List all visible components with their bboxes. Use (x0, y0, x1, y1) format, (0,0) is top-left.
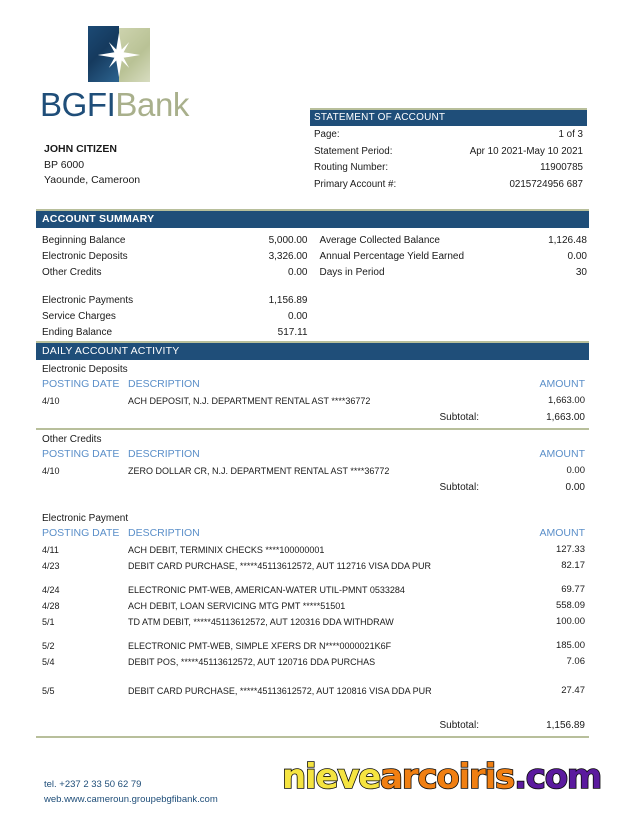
column-header-posting-date: POSTING DATE (42, 448, 120, 460)
subtotal-amount: 1,663.00 (546, 412, 585, 423)
summary-value: 5,000.00 (268, 235, 308, 246)
txn-date: 4/11 (42, 545, 59, 555)
summary-value: 0.00 (288, 267, 308, 278)
subtotal-amount: 1,156.89 (546, 720, 585, 731)
txn-date: 5/2 (42, 641, 55, 651)
column-header-posting-date: POSTING DATE (42, 378, 120, 390)
txn-amount: 1,663.00 (548, 395, 585, 406)
table-row (36, 463, 589, 479)
txn-date: 4/10 (42, 396, 60, 406)
subtotal-row (36, 479, 589, 496)
txn-description: ELECTRONIC PMT-WEB, AMERICAN-WATER UTIL-PMNT 0533284 (128, 585, 405, 595)
soa-value: 11900785 (540, 162, 583, 173)
soa-label: Routing Number: (314, 162, 389, 173)
wordmark-primary: BGFI (40, 86, 116, 123)
summary-row-other-credits (42, 265, 312, 281)
soa-row-account (310, 176, 587, 193)
account-summary-grid (36, 228, 589, 341)
column-headers (36, 526, 589, 542)
column-headers (36, 377, 589, 393)
customer-name: JOHN CITIZEN (44, 143, 117, 155)
table-row (36, 654, 589, 670)
soa-value: Apr 10 2021-May 10 2021 (469, 145, 583, 157)
account-summary-section (36, 228, 589, 341)
column-header-amount: AMOUNT (539, 527, 585, 539)
summary-label: Average Collected Balance (319, 235, 440, 246)
summary-row-ending-balance (42, 325, 312, 341)
subtotal-label: Subtotal: (439, 412, 479, 423)
txn-description: ACH DEBIT, LOAN SERVICING MTG PMT *****51501 (128, 601, 346, 611)
summary-row-service-charges (42, 309, 312, 325)
table-row (36, 598, 589, 614)
txn-amount: 7.06 (566, 656, 585, 667)
txn-amount: 127.33 (555, 544, 585, 555)
txn-amount: 558.09 (555, 600, 585, 611)
summary-value: 1,126.48 (548, 235, 587, 246)
account-summary-right-column (312, 233, 590, 341)
footer-contact (44, 777, 218, 807)
wordmark (40, 88, 270, 121)
column-header-description: DESCRIPTION (128, 378, 200, 390)
summary-label: Beginning Balance (42, 235, 126, 246)
summary-label: Electronic Payments (42, 295, 134, 306)
subtotal-label: Subtotal: (439, 720, 479, 731)
column-header-amount: AMOUNT (539, 448, 585, 460)
summary-row-electronic-payments (42, 293, 312, 309)
txn-date: 4/10 (42, 466, 60, 476)
txn-description: TD ATM DEBIT, *****45113612572, AUT 120316 DDA WITHDRAW (128, 617, 394, 627)
group-label-other-credits: Other Credits (42, 434, 102, 445)
summary-row-beginning-balance (42, 233, 312, 249)
wordmark-secondary: Bank (115, 86, 190, 123)
txn-amount: 69.77 (561, 584, 585, 595)
txn-description: ZERO DOLLAR CR, N.J. DEPARTMENT RENTAL AST ****36772 (128, 466, 390, 476)
txn-amount: 27.47 (561, 685, 585, 696)
soa-row-page (310, 126, 587, 143)
section-divider (36, 736, 589, 738)
soa-label: Primary Account #: (314, 178, 397, 190)
footer-tel: tel. +237 2 33 50 62 79 (44, 779, 142, 790)
txn-description: ACH DEPOSIT, N.J. DEPARTMENT RENTAL AST ****36772 (128, 396, 371, 406)
txn-description: DEBIT CARD PURCHASE, *****45113612572, AUT 112716 VISA DDA PUR (128, 561, 431, 571)
summary-label: Other Credits (42, 267, 102, 278)
spacer (36, 699, 589, 717)
spacer (36, 670, 589, 683)
txn-date: 5/1 (42, 617, 55, 627)
soa-label: Statement Period: (314, 145, 393, 157)
column-header-posting-date: POSTING DATE (42, 527, 120, 539)
summary-label: Annual Percentage Yield Earned (319, 251, 465, 262)
customer-address-block (44, 142, 140, 189)
summary-value: 30 (575, 267, 587, 278)
customer-address-line2: Yaounde, Cameroon (44, 174, 141, 186)
table-row (36, 614, 589, 630)
summary-row-apy-earned (320, 249, 590, 265)
watermark-part1: nieve (282, 757, 381, 797)
watermark (282, 757, 602, 797)
spacer (36, 630, 589, 638)
daily-account-activity-header: DAILY ACCOUNT ACTIVITY (36, 341, 589, 360)
txn-date: 5/4 (42, 657, 55, 667)
soa-row-routing (310, 159, 587, 176)
customer-address-line1: BP 6000 (44, 158, 85, 171)
summary-value: 0.00 (567, 251, 587, 262)
txn-date: 4/23 (42, 561, 60, 571)
soa-label: Page: (314, 129, 340, 140)
statement-of-account-box (310, 108, 587, 192)
summary-label: Service Charges (42, 311, 116, 322)
table-row (36, 638, 589, 654)
txn-date: 4/24 (42, 585, 60, 595)
table-row (36, 393, 589, 409)
subtotal-amount: 0.00 (565, 482, 585, 493)
summary-value: 3,326.00 (268, 251, 308, 262)
txn-description: DEBIT CARD PURCHASE, *****45113612572, AUT 120816 VISA DDA PUR (128, 686, 432, 696)
watermark-part2: arcoiris (380, 757, 515, 797)
subtotal-row (36, 409, 589, 426)
table-row (36, 683, 589, 699)
table-row (36, 558, 589, 574)
summary-row-electronic-deposits (42, 249, 312, 265)
summary-spacer (42, 281, 312, 293)
subtotal-row (36, 717, 589, 734)
column-header-description: DESCRIPTION (128, 448, 200, 460)
summary-value: 1,156.89 (268, 295, 308, 306)
spacer (36, 496, 589, 509)
summary-value: 0.00 (288, 311, 308, 322)
column-header-amount: AMOUNT (539, 378, 585, 390)
footer-web: web.www.cameroun.groupebgfibank.com (44, 794, 218, 805)
column-headers (36, 447, 589, 463)
logo-mark (88, 26, 150, 82)
group-label-electronic-payment: Electronic Payment (42, 513, 129, 524)
summary-value: 517.11 (277, 327, 308, 338)
soa-value: 0215724956 687 (509, 178, 583, 190)
summary-label: Days in Period (319, 267, 385, 278)
txn-date: 4/28 (42, 601, 60, 611)
summary-row-days-in-period (320, 265, 590, 281)
account-summary-header: ACCOUNT SUMMARY (36, 209, 589, 228)
account-summary-left-column (36, 233, 312, 341)
txn-amount: 82.17 (561, 560, 585, 571)
spacer (36, 574, 589, 582)
group-label-electronic-deposits: Electronic Deposits (42, 364, 128, 375)
statement-of-account-title: STATEMENT OF ACCOUNT (310, 108, 587, 126)
txn-amount: 100.00 (555, 616, 585, 627)
soa-value: 1 of 3 (558, 129, 583, 140)
column-header-description: DESCRIPTION (128, 527, 200, 539)
soa-row-period (310, 143, 587, 160)
txn-description: ELECTRONIC PMT-WEB, SIMPLE XFERS DR N****0000021K6F (128, 641, 392, 651)
table-row (36, 582, 589, 598)
txn-date: 5/5 (42, 686, 55, 696)
summary-label: Electronic Deposits (42, 251, 128, 262)
txn-amount: 185.00 (555, 640, 585, 651)
star-burst-icon (96, 32, 142, 78)
bank-logo (40, 26, 270, 121)
daily-account-activity-section (36, 360, 589, 738)
watermark-part3: .com (514, 757, 602, 797)
txn-amount: 0.00 (566, 465, 585, 476)
summary-row-average-collected-balance (320, 233, 590, 249)
txn-description: DEBIT POS, *****45113612572, AUT 120716 DDA PURCHAS (128, 657, 376, 667)
table-row (36, 542, 589, 558)
summary-label: Ending Balance (42, 327, 113, 338)
subtotal-label: Subtotal: (439, 482, 479, 493)
txn-description: ACH DEBIT, TERMINIX CHECKS ****100000001 (128, 545, 325, 555)
